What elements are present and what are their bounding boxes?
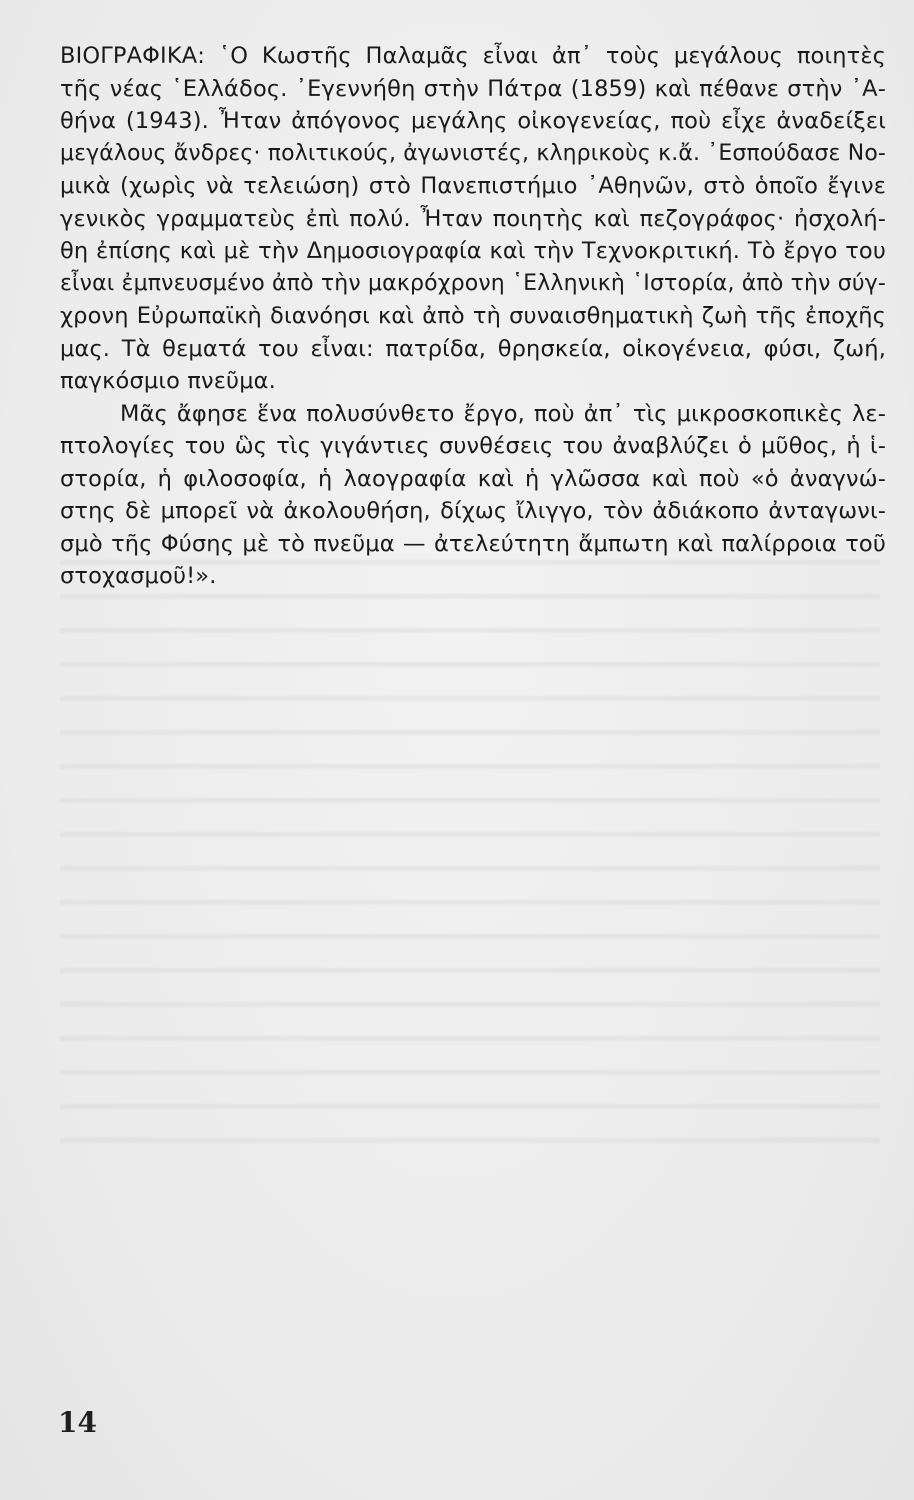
text-line: παγκόσμιο πνεῦμα. [60, 368, 276, 394]
text-line: ΒΙΟΓΡΑΦΙΚΑ: ῾Ο Κωστῆς Παλαμᾶς εἶναι ἀπ᾽ τοὺς μεγάλους ποιητὲς [60, 43, 886, 69]
text-line: θη ἐπίσης καὶ μὲ τὴν Δημοσιογραφία καὶ τὴν Τεχνοκριτική. Τὸ ἔργο του [60, 238, 886, 264]
text-line: στοχασμοῦ!». [60, 563, 217, 589]
text-line: εἶναι ἐμπνευσμένο ἀπὸ τὴν μακρόχρονη ῾Ελληνικὴ ῾Ιστορία, ἀπὸ τὴν σύγ- [60, 270, 886, 296]
text-line: μεγάλους ἄνδρες· πολιτικούς, ἀγωνιστές, κληρικοὺς κ.ἄ. ᾿Εσπούδασε Νο- [60, 140, 886, 166]
text-line: γενικὸς γραμματεὺς ἐπὶ πολύ. Ἦταν ποιητὴς καὶ πεζογράφος· ἠσχολή- [60, 205, 886, 232]
text-line: στης δὲ μπορεῖ νὰ ἀκολουθήση, δίχως ἴλιγγο, τὸν ἀδιάκοπο ἀνταγωνι- [60, 498, 886, 524]
text-line: πτολογίες του ὣς τὶς γιγάντιες συνθέσεις του ἀναβλύζει ὁ μῦθος, ἡ ἱ- [60, 433, 886, 459]
text-line: στορία, ἡ φιλοσοφία, ἡ λαογραφία καὶ ἡ γλῶσσα καὶ ποὺ «ὁ ἀναγνώ- [60, 465, 886, 492]
bleed-through-shadow [60, 540, 880, 1160]
text-line: Μᾶς ἄφησε ἕνα πολυσύνθετο ἔργο, ποὺ ἀπ᾽ τὶς μικροσκοπικὲς λε- [120, 400, 886, 427]
text-line: τῆς νέας ῾Ελλάδος. ᾿Εγεννήθη στὴν Πάτρα (1859) καὶ πέθανε στὴν ᾿Α- [60, 75, 886, 102]
text-line: μας. Τὰ θεματά του εἶναι: πατρίδα, θρησκεία, οἰκογένεια, φύσι, ζωή, [60, 335, 886, 362]
page-number: 14 [58, 1406, 97, 1439]
biography-text [60, 40, 886, 593]
text-line: μικὰ (χωρὶς νὰ τελειώση) στὸ Πανεπιστήμιο ᾿Αθηνῶν, στὸ ὁποῖο ἔγινε [60, 173, 886, 199]
text-line: χρονη Εὐρωπαϊκὴ διανόησι καὶ ἀπὸ τὴ συναισθηματικὴ ζωὴ τῆς ἐποχῆς [60, 303, 886, 329]
text-line: θήνα (1943). Ἦταν ἀπόγονος μεγάλης οἰκογενείας, ποὺ εἶχε ἀναδείξει [60, 108, 886, 134]
text-line: σμὸ τῆς Φύσης μὲ τὸ πνεῦμα — ἀτελεύτητη ἄμπωτη καὶ παλίρροια τοῦ [60, 530, 886, 557]
